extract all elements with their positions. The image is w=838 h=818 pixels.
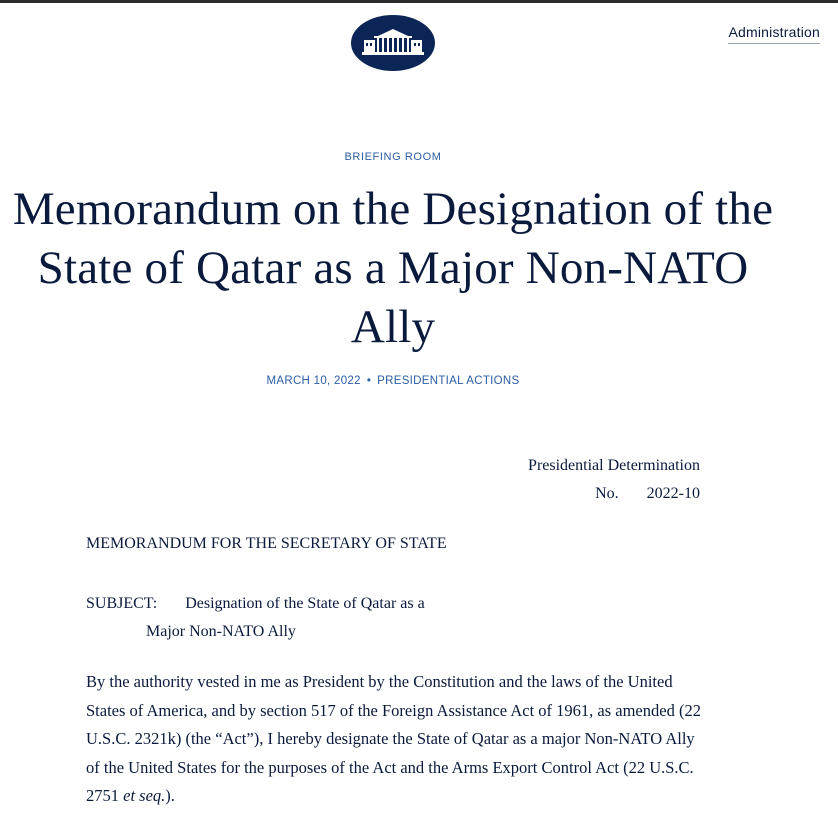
determination-number — [528, 480, 700, 508]
top-border — [0, 0, 838, 3]
category-eyebrow-link[interactable]: BRIEFING ROOM — [344, 151, 442, 163]
memo-body-paragraph — [86, 668, 711, 811]
subject-line-2: Major Non-NATO Ally — [146, 623, 296, 640]
meta-separator: • — [366, 375, 372, 387]
number-value: 2022-10 — [646, 485, 700, 502]
paragraph-text: By the authority vested in me as President by the Constitution and the laws of the United States of America, and by section 517 of the Foreign Assistance Act of 1961, as amended (22 U.S.C. 2321k) (the “Act”), I hereby designate the State of Qatar as a major Non-NATO Ally of the United States for the purposes of the Act and the Arms Export Control Act (22 U.S.C. 2751 — [86, 672, 701, 805]
nav-link-administration[interactable]: Administration — [728, 24, 820, 44]
article-date: MARCH 10, 2022 — [266, 375, 361, 387]
paragraph-end: ). — [165, 786, 175, 805]
determination-label: Presidential Determination — [528, 457, 700, 474]
number-label: No. — [595, 485, 619, 502]
memo-recipient: MEMORANDUM FOR THE SECRETARY OF STATE — [86, 535, 447, 552]
article-meta — [0, 375, 786, 387]
paragraph-italic-text: et seq. — [123, 786, 166, 805]
presidential-determination — [528, 452, 700, 508]
subject-label: SUBJECT: — [86, 595, 158, 612]
white-house-logo-icon[interactable] — [351, 15, 435, 71]
page-title: Memorandum on the Designation of the State of Qatar as a Major Non-NATO Ally — [12, 183, 774, 353]
category-link[interactable]: PRESIDENTIAL ACTIONS — [377, 375, 520, 387]
subject-line-1: Designation of the State of Qatar as a — [185, 595, 425, 612]
white-house-building-icon — [360, 26, 426, 60]
memo-subject — [86, 590, 425, 646]
